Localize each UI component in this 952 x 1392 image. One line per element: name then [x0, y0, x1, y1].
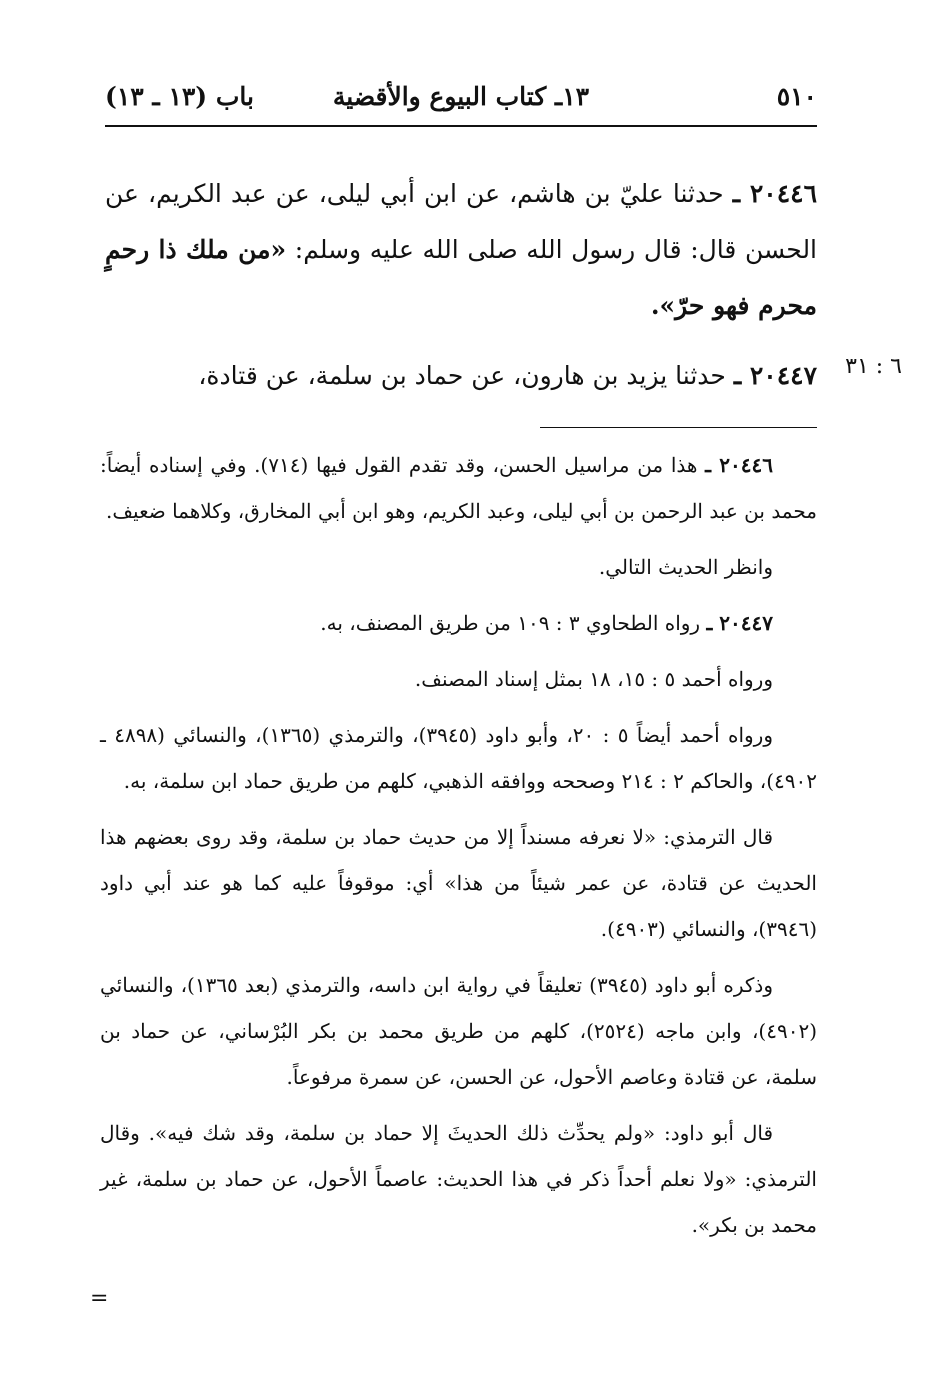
note-final: قال أبو داود: «ولم يحدِّث ذلك الحديثَ إلا حماد بن سلمة، وقد شك فيه». وقال الترمذي: «ولا نعلم أحداً ذكر في هذا الحديث: عاصماً الأحول، عن حماد بن سلمة، غير محمد بن بكر». — [100, 1121, 817, 1237]
hadith-20446 — [105, 166, 817, 334]
note-text: رواه الطحاوي ٣ : ١٠٩ من طريق المصنف، به. — [320, 611, 701, 635]
hadith-20447 — [105, 348, 817, 404]
hadith-isnad: حدثنا عليّ بن هاشم، عن ابن أبي ليلى، عن عبد الكريم، عن الحسن قال: قال رسول الله صلى الله عليه وسلم: — [105, 179, 818, 264]
continuation-mark: = — [90, 1286, 109, 1311]
note-tirmidhi: قال الترمذي: «لا نعرفه مسنداً إلا من حديث حماد بن سلمة، وقد روى بعضهم هذا الحديث عن قتادة، عن عمر شيئاً من هذا» أي: موقوفاً عليه كما هو عند أبي داود (٣٩٤٦)، والنسائي (٤٩٠٣). — [100, 825, 817, 941]
note-number: ٢٠٤٤٧ ـ — [706, 611, 773, 635]
note-abudawud-taliq: وذكره أبو داود (٣٩٤٥) تعليقاً في رواية ابن داسه، والترمذي (بعد ١٣٦٥)، والنسائي (٤٩٠٢)، وابن ماجه (٢٥٢٤)، كلهم من طريق محمد بن بكر البُرْساني، عن حماد بن سلمة، عن قتادة وعاصم الأحول، عن الحسن، عن سمرة مرفوعاً. — [100, 973, 818, 1089]
note-20447 — [100, 600, 817, 646]
footnote-separator — [540, 427, 817, 428]
margin-reference: ٦ : ٣١ — [845, 354, 902, 379]
note-see-next: وانظر الحديث التالي. — [598, 555, 773, 579]
running-header — [105, 82, 817, 122]
chapter-reference: باب (١٣ ـ ١٣) — [105, 82, 254, 111]
hadith-text — [105, 166, 817, 418]
hadith-isnad: حدثنا يزيد بن هارون، عن حماد بن سلمة، عن قتادة، — [198, 361, 726, 390]
hadith-number: ٢٠٤٤٧ ـ — [733, 361, 817, 390]
note-20446 — [100, 442, 817, 534]
footnotes — [100, 442, 817, 1258]
page-number: ٥١٠ — [776, 82, 817, 111]
note-more-sources: ورواه أحمد أيضاً ٥ : ٢٠، وأبو داود (٣٩٤٥)، والترمذي (١٣٦٥)، والنسائي (٤٨٩٨ ـ ٤٩٠٢)، والحاكم ٢ : ٢١٤ وصححه ووافقه الذهبي، كلهم من طريق حماد ابن سلمة، به. — [100, 723, 817, 793]
header-rule — [105, 125, 817, 127]
hadith-number: ٢٠٤٤٦ ـ — [732, 179, 818, 208]
note-text: هذا من مراسيل الحسن، وقد تقدم القول فيها (٧١٤). وفي إسناده أيضاً: محمد بن عبد الرحمن بن أبي ليلى، وعبد الكريم، وهو ابن أبي المخارق، وكلاهما ضعيف. — [100, 453, 817, 523]
note-ahmad: ورواه أحمد ٥ : ١٥، ١٨ بمثل إسناد المصنف. — [414, 667, 773, 691]
hadith-matn: «من ملك ذا رحمٍ محرم فهو حرّ». — [105, 235, 817, 320]
note-number: ٢٠٤٤٦ ـ — [705, 453, 773, 477]
book-title: ١٣ـ كتاب البيوع والأقضية — [332, 82, 590, 111]
